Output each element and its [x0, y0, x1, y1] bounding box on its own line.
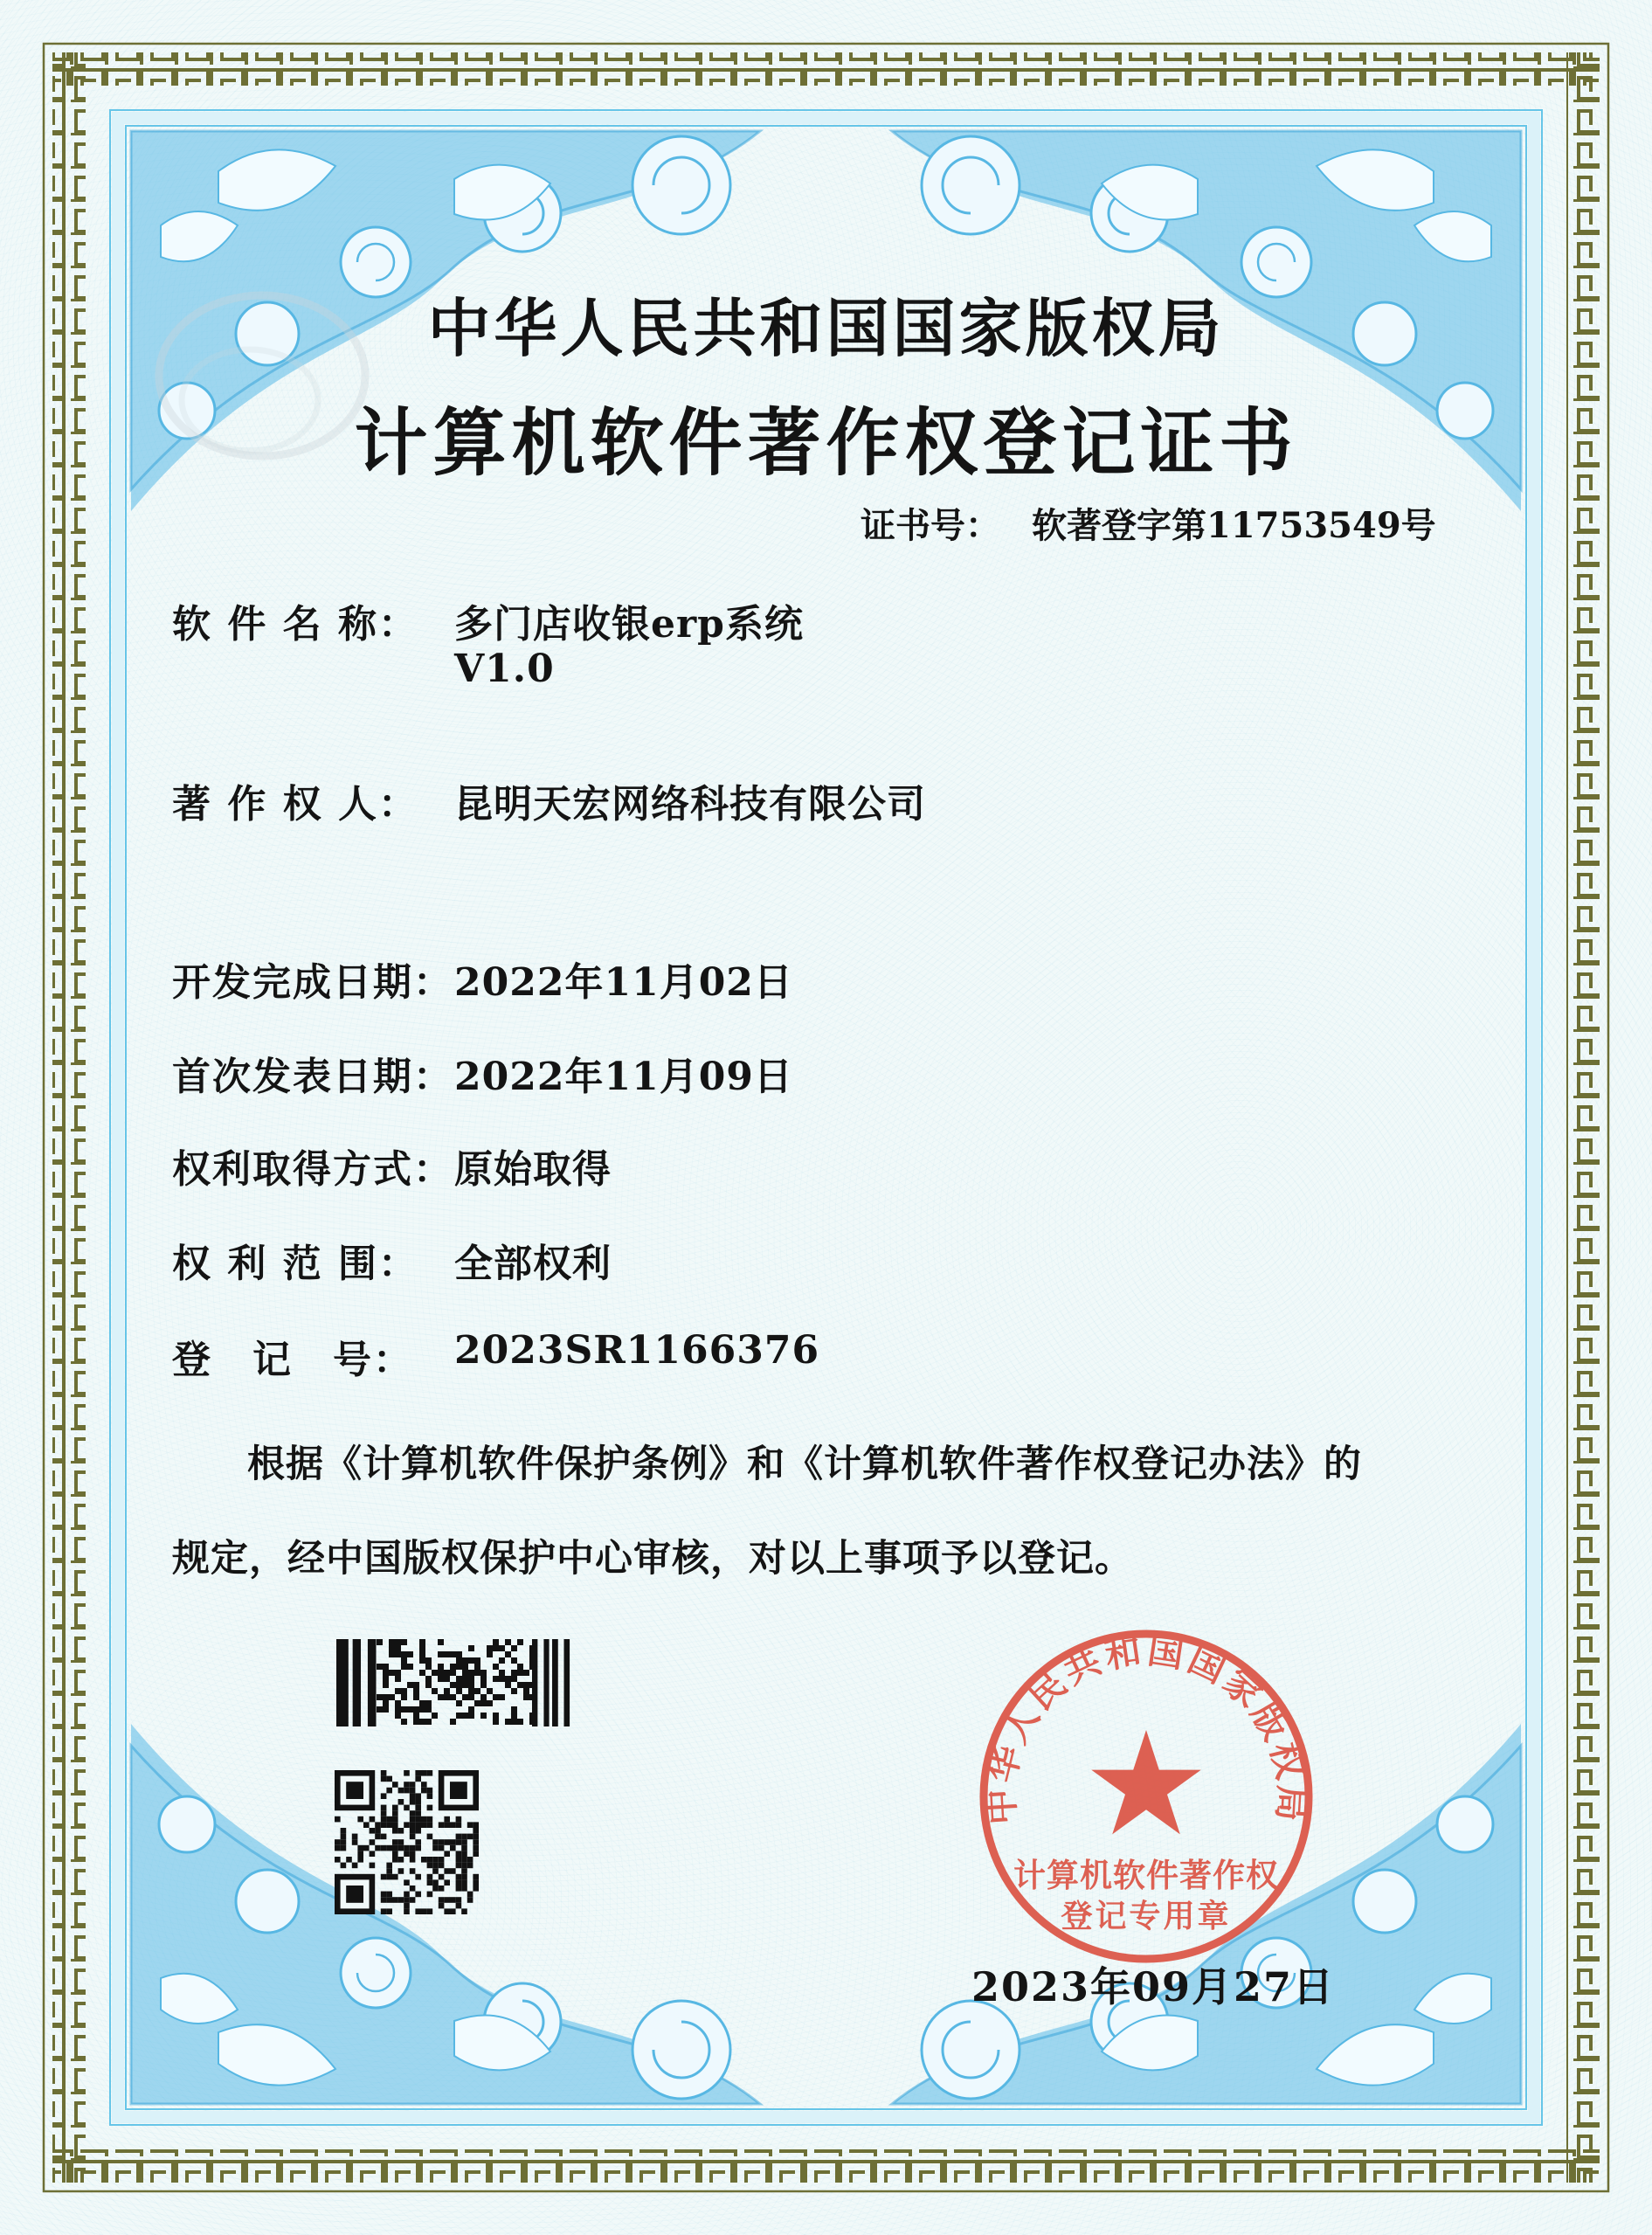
issue-date: 2023年09月27日 — [971, 1963, 1336, 2010]
field-value-rights-acquisition: 原始取得 — [454, 1147, 612, 1192]
field-label-first-publish-date: 首次发表日期： — [172, 1055, 453, 1099]
certificate-number-label: 证书号： — [861, 505, 1000, 546]
field-label-software-name: 软 件 名 称： — [172, 602, 418, 647]
seal-star-icon — [1091, 1730, 1201, 1834]
certificate-number-value: 软著登字第11753549号 — [1032, 505, 1436, 546]
barcode — [336, 1639, 572, 1726]
authority-title: 中华人民共和国国家版权局 — [427, 291, 1225, 365]
field-label-copyright-owner: 著 作 权 人： — [172, 782, 418, 827]
certificate-number-line — [861, 498, 1436, 548]
field-label-registration-number: 登 记 号： — [172, 1338, 413, 1382]
field-value-software-name: 多门店收银erp系统 — [454, 602, 804, 647]
field-value-registration-number: 2023SR1166376 — [454, 1328, 820, 1373]
field-label-rights-scope: 权 利 范 围： — [172, 1242, 418, 1286]
field-value-first-publish-date: 2022年11月09日 — [454, 1055, 793, 1099]
field-value-dev-complete-date: 2022年11月02日 — [454, 960, 793, 1005]
statement-line-2: 规定，经中国版权保护中心审核，对以上事项予以登记。 — [172, 1537, 1133, 1581]
field-label-dev-complete-date: 开发完成日期： — [172, 960, 453, 1005]
statement-line-1: 根据《计算机软件保护条例》和《计算机软件著作权登记办法》的 — [247, 1443, 1362, 1486]
field-value-rights-scope: 全部权利 — [454, 1242, 612, 1286]
field-value-copyright-owner: 昆明天宏网络科技有限公司 — [454, 782, 926, 827]
official-seal — [958, 1609, 1334, 1984]
seal-text-line1: 计算机软件著作权 — [1013, 1856, 1279, 1894]
field-value-software-version: V1.0 — [454, 647, 555, 691]
qr-code — [335, 1770, 479, 1914]
field-label-rights-acquisition: 权利取得方式： — [172, 1147, 453, 1192]
certificate-title: 计算机软件著作权登记证书 — [354, 399, 1298, 486]
seal-text-line2: 登记专用章 — [1061, 1898, 1232, 1934]
seal-arc-text: 中华人民共和国国家版权局 — [979, 1629, 1313, 1826]
